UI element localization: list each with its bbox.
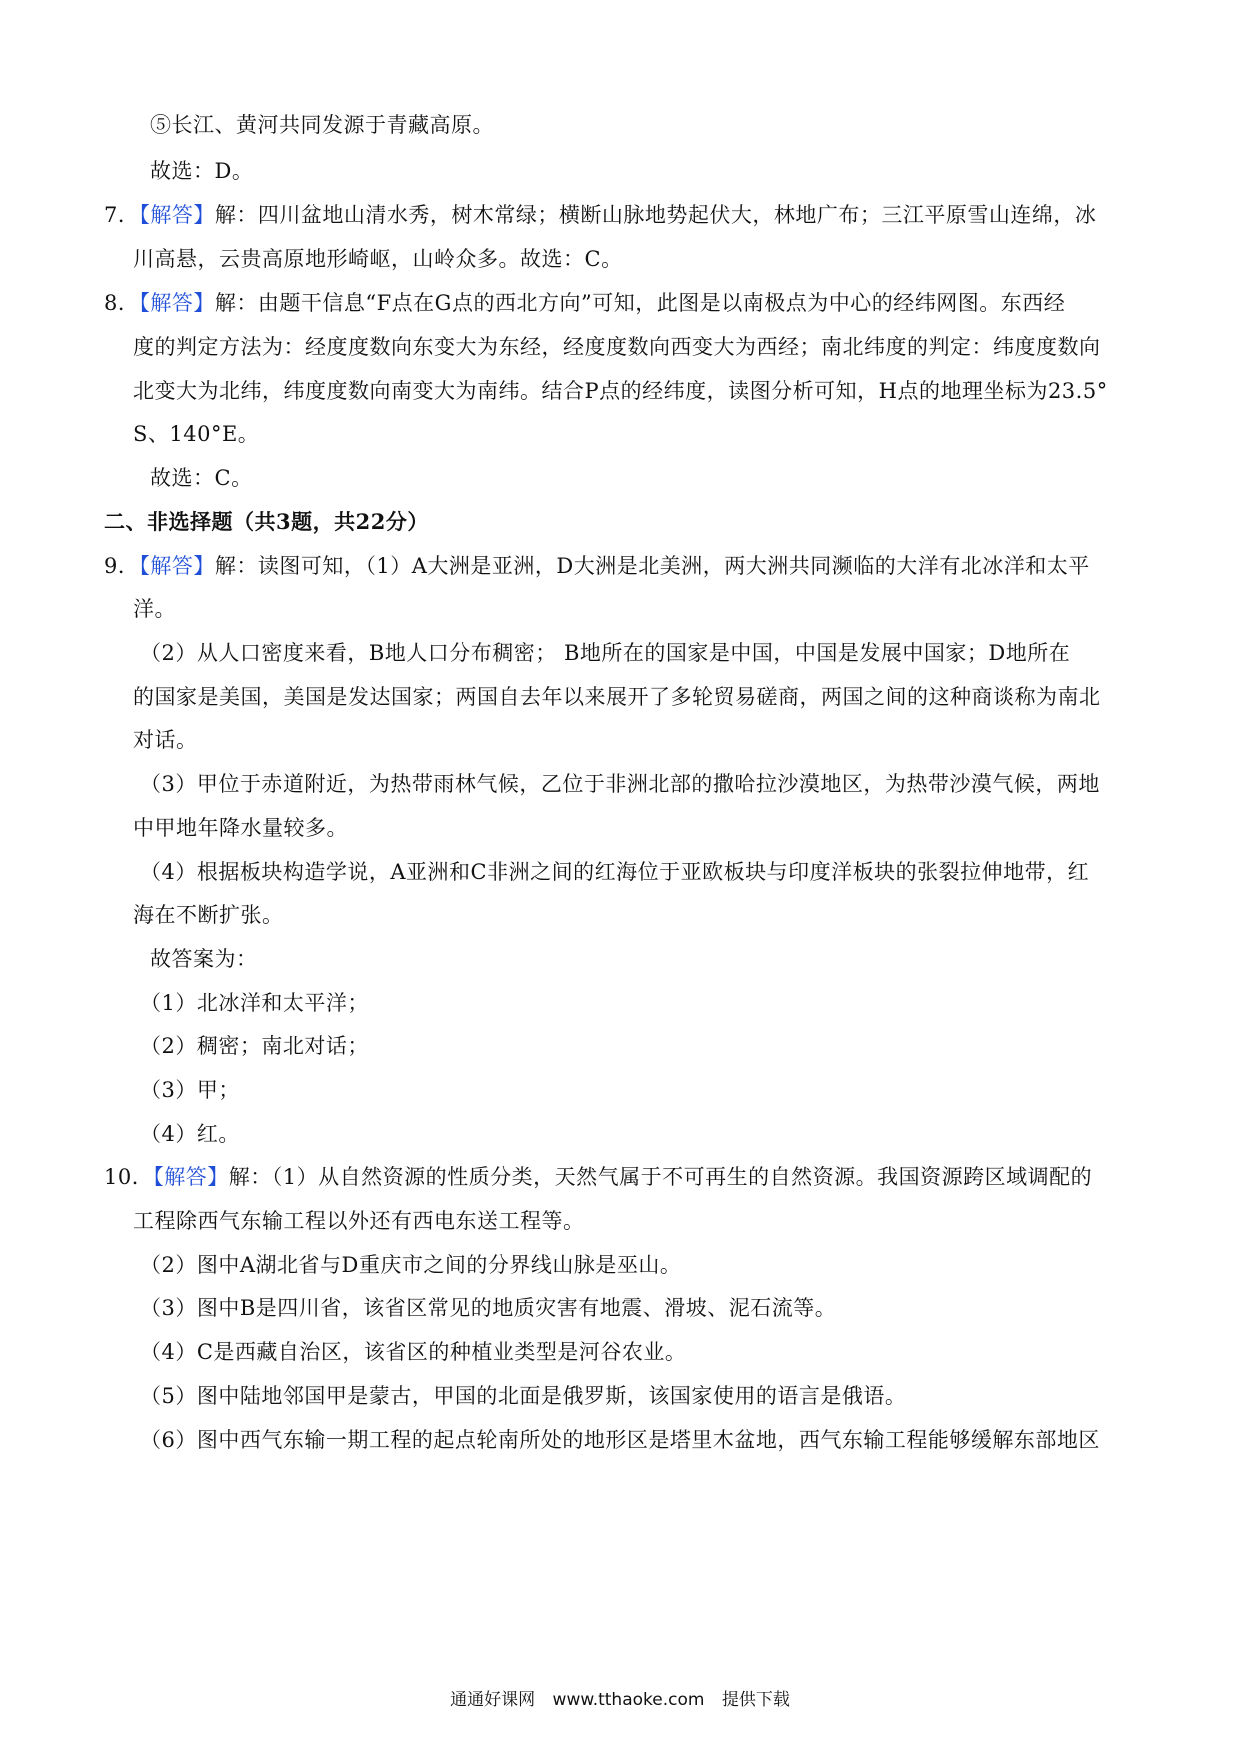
- q9-answer-2: （2）稠密；南北对话；: [140, 1034, 369, 1058]
- q8-choice: 故选：C。: [150, 466, 253, 490]
- q6-choice: 故选：D。: [150, 159, 254, 183]
- q10-first-line: [104, 1162, 1092, 1192]
- question-number: 7．: [104, 203, 140, 227]
- q9-part2-line3: 对话。: [133, 728, 198, 752]
- answer-tag: 【解答】: [139, 203, 215, 227]
- answer-tag: 【解答】: [139, 554, 215, 578]
- q10-part5: （5）图中陆地邻国甲是蒙古，甲国的北面是俄罗斯，该国家使用的语言是俄语。: [140, 1384, 907, 1408]
- answer-text: 解：（1）从自然资源的性质分类，天然气属于不可再生的自然资源。我国资源跨区域调配的: [228, 1165, 1093, 1189]
- q9-line2: 洋。: [133, 597, 176, 621]
- q9-answer-3: （3）甲；: [140, 1078, 240, 1102]
- question-number: 9．: [104, 554, 140, 578]
- footer-url: www.tthaoke.com: [552, 1690, 705, 1710]
- answer-tag: 【解答】: [139, 291, 215, 315]
- q7-first-line: [104, 200, 1096, 230]
- answer-text: 解：由题干信息“F点在G点的西北方向”可知，此图是以南极点为中心的经纬网图。东西经: [214, 291, 1066, 315]
- q9-part4-line1: （4）根据板块构造学说，A亚洲和C非洲之间的红海位于亚欧板块与印度洋板块的张裂拉伸地带，红: [140, 860, 1090, 884]
- q9-part3-line1: （3）甲位于赤道附近，为热带雨林气候，乙位于非洲北部的撒哈拉沙漠地区，为热带沙漠气候，两地: [140, 772, 1100, 796]
- q8-line2: 度的判定方法为：经度度数向东变大为东经，经度度数向西变大为西经；南北纬度的判定：纬度度数向: [133, 335, 1101, 359]
- q9-answer-1: （1）北冰洋和太平洋；: [140, 991, 369, 1015]
- answer-text: 解：四川盆地山清水秀，树木常绿；横断山脉地势起伏大，林地广布；三江平原雪山连绵，冰: [214, 203, 1097, 227]
- page-footer: [0, 1688, 1240, 1712]
- q8-line4: S、140°E。: [133, 422, 260, 446]
- footer-site-name: 通通好课网: [450, 1690, 536, 1710]
- q10-part6: （6）图中西气东输一期工程的起点轮南所处的地形区是塔里木盆地，西气东输工程能够缓解东部地区: [140, 1428, 1100, 1452]
- answer-tag: 【解答】: [153, 1165, 229, 1189]
- q10-part3: （3）图中B是四川省，该省区常见的地质灾害有地震、滑坡、泥石流等。: [140, 1296, 837, 1320]
- q9-answer-label: 故答案为：: [150, 947, 258, 971]
- q9-part3-line2: 中甲地年降水量较多。: [133, 816, 348, 840]
- section-heading: 二、非选择题（共3题，共22分）: [104, 509, 429, 534]
- q9-part4-line2: 海在不断扩张。: [133, 903, 284, 927]
- q10-part4: （4）C是西藏自治区，该省区的种植业类型是河谷农业。: [140, 1340, 687, 1364]
- footer-note: 提供下载: [721, 1690, 790, 1710]
- q10-line2: 工程除西气东输工程以外还有西电东送工程等。: [133, 1209, 585, 1233]
- q9-answer-4: （4）红。: [140, 1122, 240, 1146]
- q6-item5: ⑤长江、黄河共同发源于青藏高原。: [150, 113, 494, 137]
- question-number: 8．: [104, 291, 140, 315]
- answer-text: 解：读图可知，（1）A大洲是亚洲，D大洲是北美洲，两大洲共同濒临的大洋有北冰洋和太平: [214, 554, 1090, 578]
- q10-part2: （2）图中A湖北省与D重庆市之间的分界线山脉是巫山。: [140, 1253, 682, 1277]
- question-number: 10．: [104, 1165, 154, 1189]
- q9-part2-line1: （2）从人口密度来看，B地人口分布稠密； B地所在的国家是中国，中国是发展中国家；D地所在: [140, 641, 1071, 665]
- q7-line2: 川高悬，云贵高原地形崎岖，山岭众多。故选：C。: [133, 247, 623, 271]
- q8-line3: 北变大为北纬，纬度度数向南变大为南纬。结合P点的经纬度，读图分析可知，H点的地理坐标为23.5°: [133, 379, 1108, 403]
- q9-first-line: [104, 551, 1090, 581]
- q9-part2-line2: 的国家是美国，美国是发达国家；两国自去年以来展开了多轮贸易磋商，两国之间的这种商谈称为南北: [133, 685, 1101, 709]
- q8-first-line: [104, 288, 1065, 318]
